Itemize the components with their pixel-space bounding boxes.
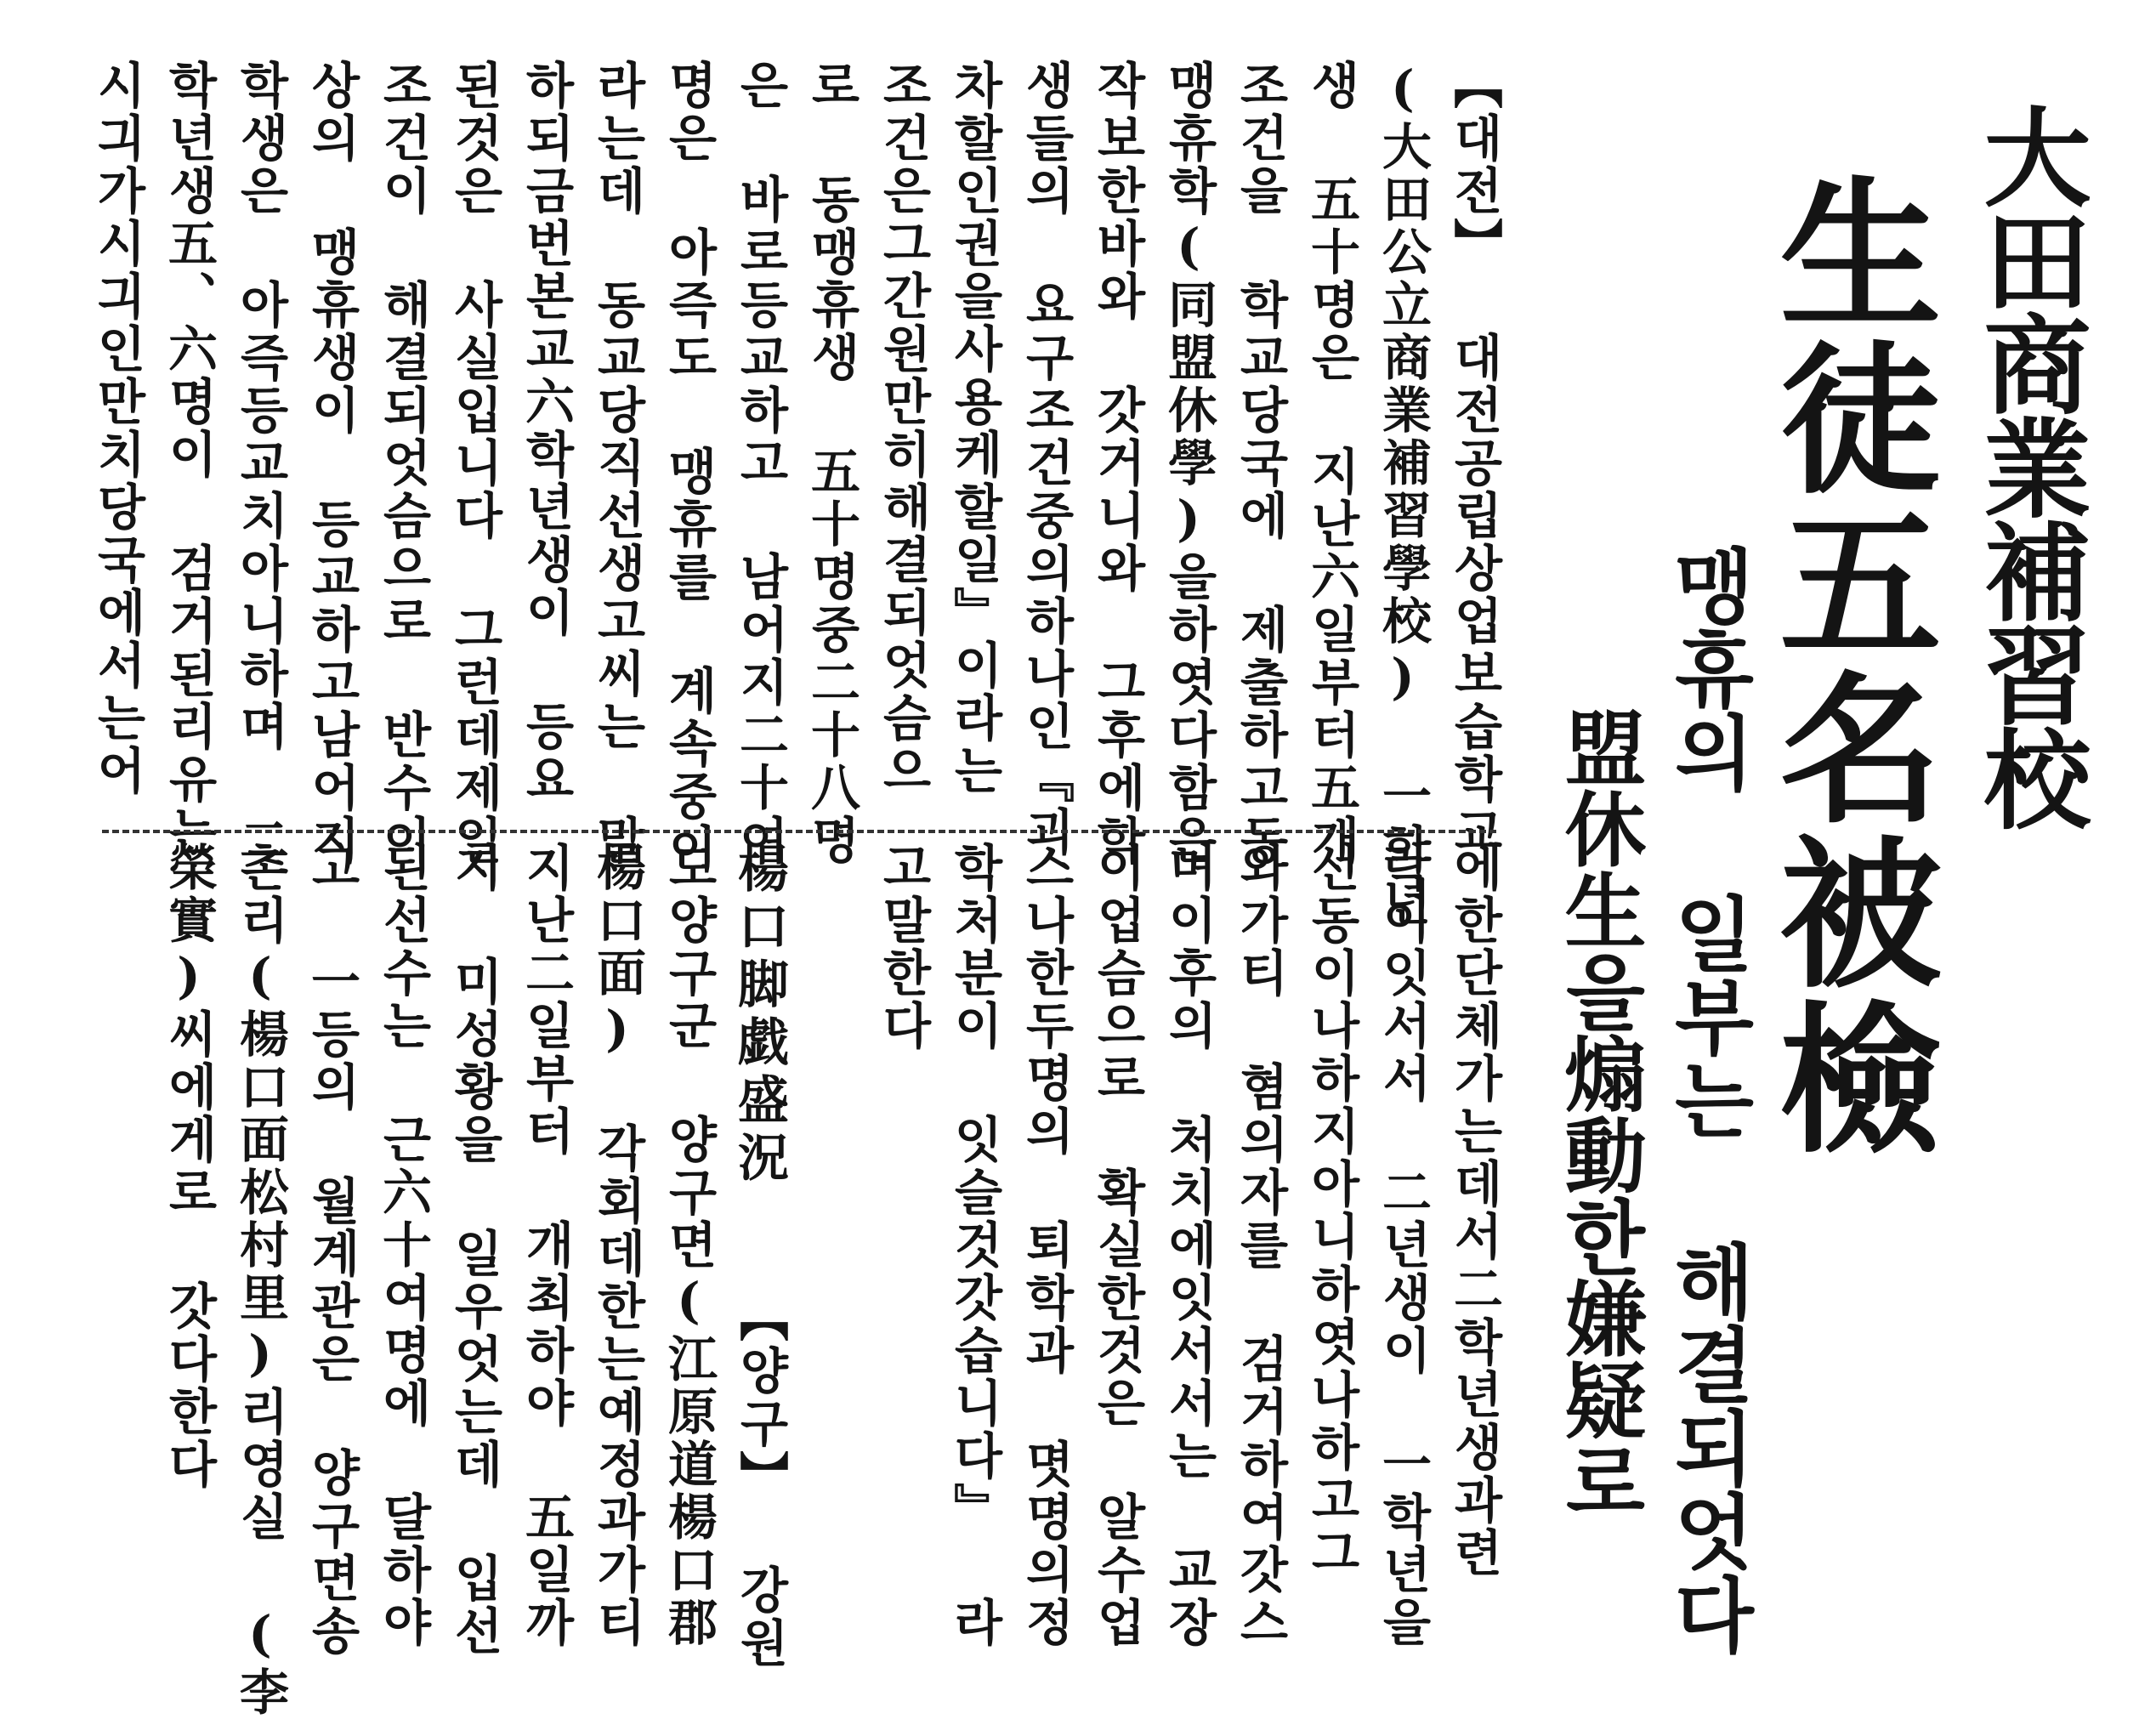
body-upper-col-6: 작보한바와 갓거니와 그후에학 bbox=[1088, 60, 1146, 867]
body-upper-col-13: 라는데 동교당직선생고씨는 말 bbox=[588, 60, 646, 867]
body-lower-col-19: 榮實)씨에게로 갓다한다 bbox=[160, 842, 218, 1491]
subheadline-suspicion: 盟休生을煽動한嫌疑로 bbox=[1552, 706, 1648, 1522]
headline-school: 大田商業補習校 bbox=[1966, 102, 2092, 828]
body-upper-col-9: 조건은그간원만히해결되엇슴으 bbox=[874, 60, 932, 797]
headline-main: 生徒五名被檢 bbox=[1753, 170, 1943, 1160]
body-upper-col-18: 학생은 아즉등교치아니하며 二 bbox=[231, 60, 289, 867]
body-lower-col-14: 지난二일부터 개최하야 五일까 bbox=[517, 842, 575, 1649]
body-upper-col-20: 시긔가시긔인만치당국에서는어 bbox=[88, 60, 146, 797]
article2-subtitle: 楊口脚戯盛況 bbox=[729, 842, 789, 1189]
body-lower-col-3: 선동이나하지아니하엿나하고그 bbox=[1302, 842, 1360, 1580]
body-upper-col-11: 은 바로등교하고 남어지二十여 bbox=[731, 60, 789, 867]
body-upper-col-10: 로 동맹휴생 五十명중二十八명 bbox=[803, 60, 860, 867]
body-upper-col-7: 생들의 요구조건중의하나인『괴 bbox=[1017, 60, 1075, 859]
body-upper-col-17: 상의 맹휴생이 등교하고남어지 bbox=[303, 60, 360, 867]
body-lower-col-5: 며이후의 처치에잇서서는 교장 bbox=[1160, 842, 1217, 1649]
column-divider bbox=[102, 830, 1496, 833]
body-lower-col-7: 스나한두명의 퇴학과 몃명의정 bbox=[1017, 842, 1075, 1649]
body-upper-col-16: 조건이 해결되엇슴으로 반수이 bbox=[374, 60, 432, 867]
body-lower-col-18: 촌리(楊口面松村里)리영실 (李 bbox=[231, 842, 289, 1719]
body-lower-col-9: 고말한다 bbox=[874, 842, 932, 1052]
body-upper-col-1: 【대전】 대전공립상업보습학교 bbox=[1445, 60, 1503, 859]
body-lower-col-4: 와가티 혐의자를 검거하여갓스 bbox=[1231, 842, 1289, 1649]
body-lower-col-8: 학처분이 잇슬것갓습니다』 라 bbox=[945, 842, 1003, 1649]
body-upper-col-19: 학년생五、六명이 검거된리유는 bbox=[160, 60, 218, 859]
body-lower-col-15: 지 미성황을 일우엇는데 입선 bbox=[445, 842, 503, 1658]
body-upper-col-5: 맹휴학(同盟休學)을하엿다함은 bbox=[1160, 60, 1217, 867]
body-upper-col-8: 차할인권을사용케할일』이라는 bbox=[945, 60, 1003, 797]
body-lower-col-12: 도양구군 양구면(江原道楊口郡 bbox=[660, 842, 718, 1649]
body-upper-col-15: 된것은 사실입니다 그런데제일 bbox=[445, 60, 503, 867]
body-upper-col-14: 하되금번본교六학년생이 등요 bbox=[517, 60, 575, 806]
body-lower-col-2: 락이잇서서 二년생이 一학년을 bbox=[1374, 842, 1432, 1649]
body-lower-col-13: 楊口面) 각회데한는예정과가티 bbox=[588, 842, 646, 1649]
subheadline-resolved: 맹휴의 일부는 해결되엇다 bbox=[1660, 544, 1756, 1656]
body-upper-col-3: 생 五十명은 지난六일부터五개 bbox=[1302, 60, 1360, 867]
body-upper-col-2: (大田公立商業補習學校) 一학년 bbox=[1374, 60, 1432, 928]
body-lower-col-6: 이업슴으로 확실한것은 알수업 bbox=[1088, 842, 1146, 1649]
article2-dateline: 【양구】 강원 bbox=[731, 1292, 789, 1670]
body-upper-col-4: 조건을 학교당국에 제출하고동 bbox=[1231, 60, 1289, 867]
body-lower-col-17: 고 一등의 월계관은 양구면송 bbox=[303, 842, 360, 1658]
body-lower-col-16: 된선수는 근六十여명에 달하야 bbox=[374, 842, 432, 1649]
body-lower-col-1: 에한단체가는데서二학년생과련 bbox=[1445, 842, 1503, 1580]
body-upper-col-12: 명은 아즉도 맹휴를 계속중이 bbox=[660, 60, 718, 876]
